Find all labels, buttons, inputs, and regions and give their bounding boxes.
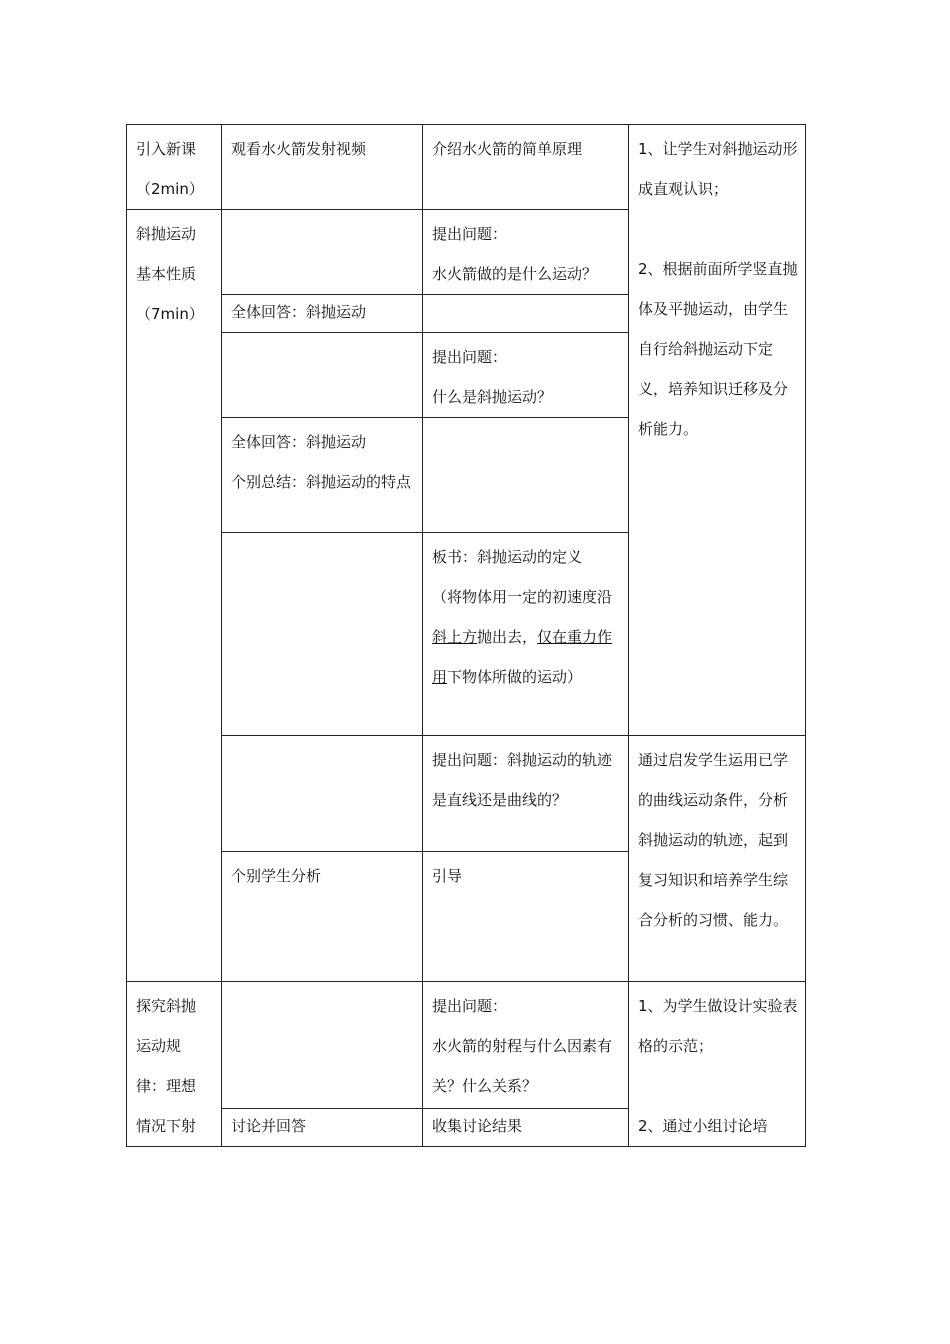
board-definition-text: 板书：斜抛运动的定义 （将物体用一定的初速度沿 xyxy=(432,548,613,606)
table-row xyxy=(127,736,806,852)
table-row xyxy=(127,125,806,210)
student-activity-cell xyxy=(222,736,423,852)
design-intent-cell: 1、让学生对斜抛运动形成直观认识； 2、根据前面所学竖直抛体及平抛运动，由学生自行给斜抛运动下定义，培养知识迁移及分析能力。 xyxy=(629,125,806,736)
lesson-plan-table xyxy=(126,124,806,1147)
student-activity-cell xyxy=(222,982,423,1109)
student-activity-cell: 全体回答：斜抛运动 xyxy=(222,295,423,333)
teacher-activity-cell: 提出问题： 水火箭做的是什么运动？ xyxy=(423,210,629,295)
phase-cell: 引入新课 （2min） xyxy=(127,125,222,210)
teacher-activity-cell: 引导 xyxy=(423,852,629,982)
teacher-activity-cell: 提出问题： 水火箭的射程与什么因素有关？什么关系？ xyxy=(423,982,629,1109)
student-activity-cell xyxy=(222,210,423,295)
underlined-term: 仅在重力作用 xyxy=(432,628,613,686)
teacher-activity-cell xyxy=(423,533,629,736)
design-intent-cell: 1、为学生做设计实验表格的示范； 2、通过小组讨论培 xyxy=(629,982,806,1147)
student-activity-cell xyxy=(222,533,423,736)
teacher-activity-cell: 收集讨论结果 xyxy=(423,1108,629,1146)
board-definition-text: 下物体所做的运动） xyxy=(447,668,583,686)
teacher-activity-cell: 提出问题：斜抛运动的轨迹是直线还是曲线的？ xyxy=(423,736,629,852)
student-activity-cell: 全体回答：斜抛运动 个别总结：斜抛运动的特点 xyxy=(222,418,423,533)
underlined-term: 斜上方 xyxy=(432,628,478,646)
design-intent-cell: 通过启发学生运用已学的曲线运动条件，分析斜抛运动的轨迹，起到复习知识和培养学生综合分析的习惯、能力。 xyxy=(629,736,806,982)
phase-cell: 斜抛运动 基本性质 （7min） xyxy=(127,210,222,982)
student-activity-cell xyxy=(222,333,423,418)
board-definition-text: 抛出去， xyxy=(477,628,538,646)
phase-cell: 探究斜抛 运动规 律：理想 情况下射 xyxy=(127,982,222,1147)
teacher-activity-cell xyxy=(423,295,629,333)
student-activity-cell: 讨论并回答 xyxy=(222,1108,423,1146)
teacher-activity-cell: 提出问题： 什么是斜抛运动？ xyxy=(423,333,629,418)
teacher-activity-cell xyxy=(423,418,629,533)
teacher-activity-cell: 介绍水火箭的简单原理 xyxy=(423,125,629,210)
student-activity-cell: 观看水火箭发射视频 xyxy=(222,125,423,210)
table-row xyxy=(127,982,806,1109)
student-activity-cell: 个别学生分析 xyxy=(222,852,423,982)
